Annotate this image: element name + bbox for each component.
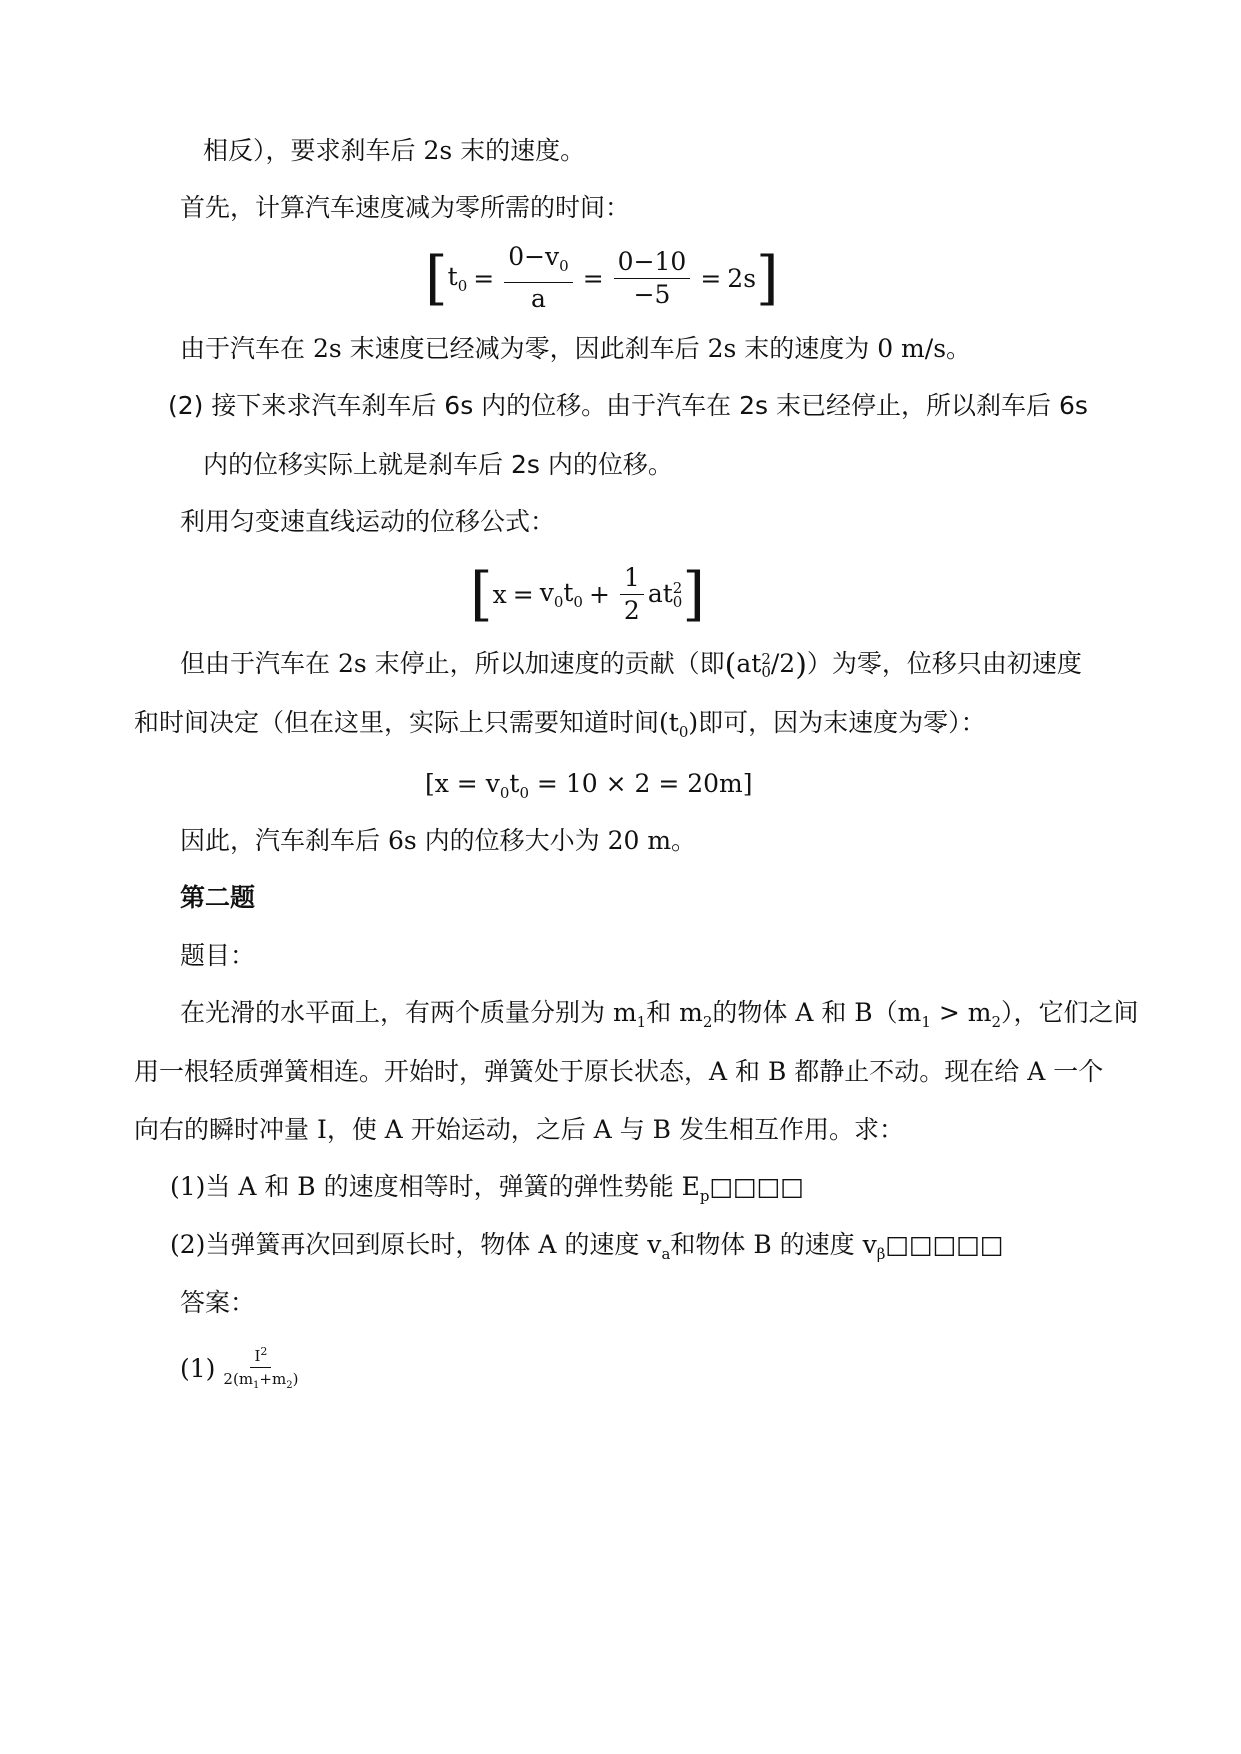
paragraph-line: 内的位移实际上就是刹车后 2s 内的位移。 [203, 450, 673, 479]
answer-fraction: $\frac{I^2}{2(m_1+m_2)}$ [223, 1345, 299, 1391]
paragraph-line: (1)当 A 和 B 的速度相等时，弹簧的弹性势能 $E_p□□□□$ [170, 1172, 804, 1205]
paragraph-line: 首先，计算汽车速度减为零所需的时间： [180, 193, 631, 222]
equation-t0 [425, 242, 779, 313]
eq2-tail: at 2 0 [647, 578, 683, 612]
paragraph-line: 向右的瞬时冲量 I，使 A 开始运动，之后 A 与 B 发生相互作用。求： [134, 1115, 904, 1144]
paragraph-line: 相反），要求刹车后 2s 末的速度。 [203, 136, 586, 165]
paragraph-line: (2)当弹簧再次回到原长时，物体 A 的速度 $v_a$和物体 B 的速度 $v_\beta□□□□□$ [170, 1230, 1004, 1263]
equation-displacement [470, 562, 705, 626]
paragraph-line: 因此，汽车刹车后 6s 内的位移大小为 20 m。 [180, 826, 697, 855]
inline-math: $(t_0)$ [659, 708, 699, 741]
bracket-left: [ [470, 560, 493, 628]
plus-sign: + [588, 579, 610, 609]
paragraph-line: (2) 接下来求汽车刹车后 6s 内的位移。由于汽车在 2s 末已经停止，所以刹车后 6s [168, 391, 1088, 420]
eq1-lhs: $t_0$ [447, 261, 468, 295]
paragraph-line: 答案： [180, 1288, 256, 1317]
paragraph-line: 在光滑的水平面上，有两个质量分别为 $m_1$和 $m_2$的物体 A 和 $B(m_1 > m_2)$，它们之间 [180, 998, 1139, 1031]
paragraph-line: 和时间决定（但在这里，实际上只需要知道时间$(t_0)$即可，因为末速度为零）： [134, 708, 986, 741]
equals-sign: = [512, 579, 534, 609]
equals-sign: = [700, 263, 722, 293]
bracket-right: ] [682, 560, 705, 628]
paragraph-line: 用一根轻质弹簧相连。开始时，弹簧处于原长状态，A 和 B 都静止不动。现在给 A 一个 [134, 1057, 1104, 1086]
fraction-half: $\frac{1}{2}$ [620, 564, 644, 625]
paragraph-line: 利用匀变速直线运动的位移公式： [180, 507, 556, 536]
fraction-2: $\frac{0-10}{-5}$ [614, 248, 691, 309]
paragraph-line: 但由于汽车在 2s 末停止，所以加速度的贡献（即(at 2 0 /2)）为零，位移只由初速度 [180, 647, 1082, 683]
equals-sign: = [582, 263, 604, 293]
eq2-lhs: x [492, 579, 507, 609]
equals-sign: = [473, 263, 495, 293]
eq2-term: $v_0t_0$ [539, 577, 583, 611]
eq1-result: 2s [727, 263, 757, 293]
bracket-right: ] [756, 244, 779, 312]
answer-line: (1) $\frac{I^2}{2(m_1+m_2)}$ [180, 1343, 306, 1395]
inline-math: (at 2 0 /2) [724, 647, 807, 683]
fraction-1: $\frac{0-v_0}{a}$ [504, 243, 573, 313]
section-heading: 第二题 [180, 883, 256, 912]
paragraph-line: 由于汽车在 2s 末速度已经减为零，因此刹车后 2s 末的速度为 0 m/s。 [180, 334, 972, 363]
bracket-left: [ [425, 244, 448, 312]
equation-result: $[x = v_0t_0 = 10 \times 2 = 20m]$ [425, 769, 753, 802]
paragraph-line: 题目： [180, 941, 256, 970]
